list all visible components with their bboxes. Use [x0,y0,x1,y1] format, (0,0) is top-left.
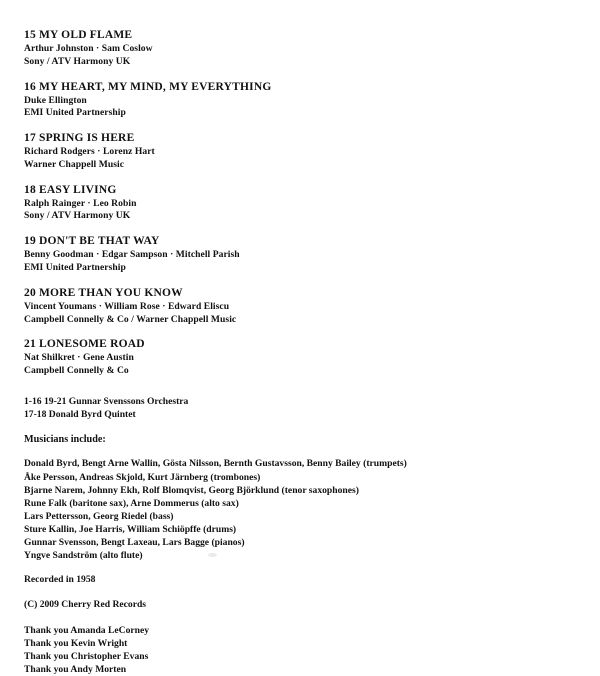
track-publisher: EMI United Partnership [24,107,126,119]
track-title: 20 MORE THAN YOU KNOW [24,286,183,299]
track-title: 18 EASY LIVING [24,183,117,196]
recording-date: Recorded in 1958 [24,574,96,586]
track-entry [24,131,576,172]
track-title: 15 MY OLD FLAME [24,29,133,41]
musicians-heading: Musicians include: [24,433,106,445]
musician-line: Yngve Sandström (alto flute) [24,550,143,562]
track-entry [24,234,576,275]
track-publisher: Sony / ATV Harmony UK [24,210,131,222]
thanks-list [24,624,576,676]
ensemble-credits [24,396,576,422]
thanks-line: Thank you Andy Morten [24,664,127,676]
track-publisher: Campbell Connelly & Co [24,365,129,377]
musician-line: Bjarne Narem, Johnny Ekh, Rolf Blomqvist, Georg Björklund (tenor saxophones) [24,484,359,496]
ensemble-credit-line: 17-18 Donald Byrd Quintet [24,408,136,420]
track-listing [24,28,576,378]
track-title: 19 DON'T BE THAT WAY [24,235,160,248]
musician-line: Rune Falk (baritone sax), Arne Dommerus (alto sax) [24,497,239,509]
thanks-line: Thank you Christopher Evans [24,651,149,663]
track-publisher: EMI United Partnership [24,262,126,273]
thanks-line: Thank you Amanda LeCorney [24,624,150,636]
track-title: 17 SPRING IS HERE [24,132,135,145]
spacer [24,562,576,573]
track-writers: Ralph Rainger · Leo Robin [24,197,137,209]
track-publisher: Warner Chappell Music [24,158,125,170]
thanks-line: Thank you Kevin Wright [24,637,128,649]
copyright-notice: (C) 2009 Cherry Red Records [24,598,147,610]
track-writers: Vincent Youmans · William Rose · Edward Eliscu [24,300,230,312]
track-writers: Benny Goodman · Edgar Sampson · Mitchell Parish [24,249,240,261]
track-entry [24,337,576,378]
musicians-list [24,457,576,562]
track-publisher: Sony / ATV Harmony UK [24,55,131,67]
track-writers: Duke Ellington [24,94,87,106]
spacer [24,422,576,433]
musician-line: Lars Pettersson, Georg Riedel (bass) [24,510,174,522]
track-entry [24,183,576,224]
spacer [24,587,576,598]
track-publisher: Campbell Connelly & Co / Warner Chappell Music [24,313,237,325]
track-writers: Arthur Johnston · Sam Coslow [24,43,153,55]
track-writers: Richard Rodgers · Lorenz Hart [24,146,155,158]
musician-line: Gunnar Svensson, Bengt Laxeau, Lars Bagge (pianos) [24,537,245,549]
track-entry [24,80,576,121]
musician-line: Sture Kallin, Joe Harris, William Schiöpffe (drums) [24,524,237,536]
musician-line: Donald Byrd, Bengt Arne Wallin, Gösta Nilsson, Bernth Gustavsson, Benny Bailey (trumpets) [24,458,407,470]
paper-smudge [208,553,217,557]
track-entry [24,286,576,327]
track-entry [24,28,576,69]
ensemble-credit-line: 1-16 19-21 Gunnar Svenssons Orchestra [24,395,189,407]
track-title: 21 LONESOME ROAD [24,338,145,351]
track-title: 16 MY HEART, MY MIND, MY EVERYTHING [24,80,272,93]
musician-line: Åke Persson, Andreas Skjold, Kurt Järnberg (trombones) [24,471,261,483]
track-writers: Nat Shilkret · Gene Austin [24,352,134,364]
